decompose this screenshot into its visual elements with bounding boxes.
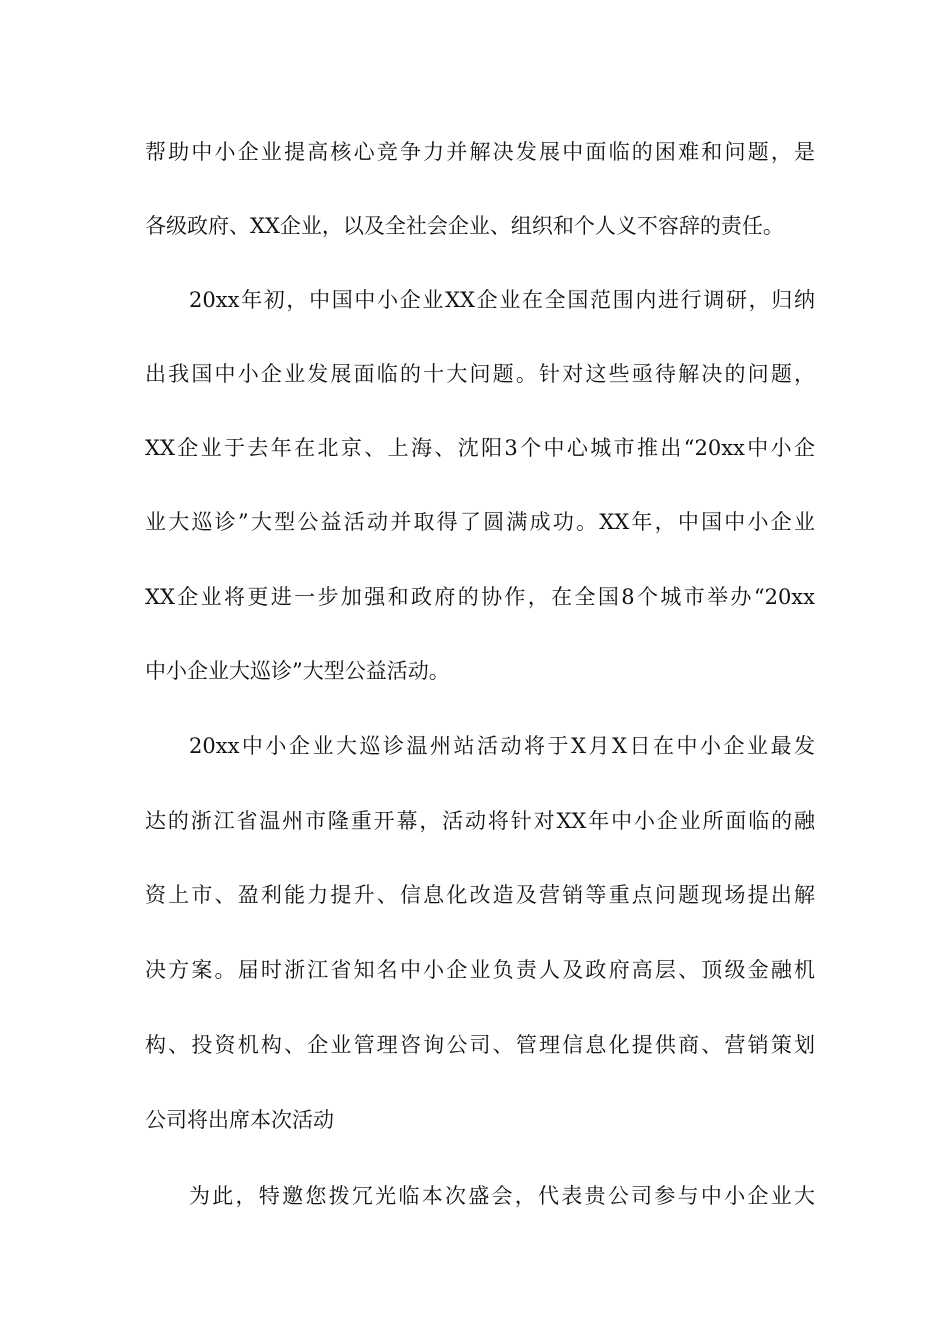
body-text-line: 达的浙江省温州市隆重开幕，活动将针对XX年中小企业所面临的融 — [145, 809, 815, 833]
body-text-line: 业大巡诊”大型公益活动并取得了圆满成功。XX年，中国中小企业 — [145, 510, 815, 534]
body-text-line: XX企业于去年在北京、上海、沈阳3个中心城市推出“20xx中小企 — [145, 436, 815, 460]
body-text-line: 构、投资机构、企业管理咨询公司、管理信息化提供商、营销策划 — [145, 1033, 815, 1057]
body-text-line: 帮助中小企业提高核心竞争力并解决发展中面临的困难和问题，是 — [145, 140, 815, 164]
body-text-line: 资上市、盈利能力提升、信息化改造及营销等重点问题现场提出解 — [145, 883, 815, 907]
body-text-line: XX企业将更进一步加强和政府的协作，在全国8个城市举办“20xx — [145, 585, 815, 609]
body-text-line: 20xx年初，中国中小企业XX企业在全国范围内进行调研，归纳 — [189, 288, 815, 312]
body-text-line: 决方案。届时浙江省知名中小企业负责人及政府高层、顶级金融机 — [145, 958, 815, 982]
body-text-line: 出我国中小企业发展面临的十大问题。针对这些亟待解决的问题， — [145, 362, 815, 386]
body-text-line: 中小企业大巡诊”大型公益活动。 — [145, 659, 450, 683]
body-text-line: 为此，特邀您拨冗光临本次盛会，代表贵公司参与中小企业大 — [189, 1184, 815, 1208]
body-text-line: 20xx中小企业大巡诊温州站活动将于X月X日在中小企业最发 — [189, 734, 815, 758]
body-text-line: 公司将出席本次活动 — [145, 1108, 334, 1132]
body-text-line: 各级政府、XX企业，以及全社会企业、组织和个人义不容辞的责任。 — [145, 214, 784, 238]
